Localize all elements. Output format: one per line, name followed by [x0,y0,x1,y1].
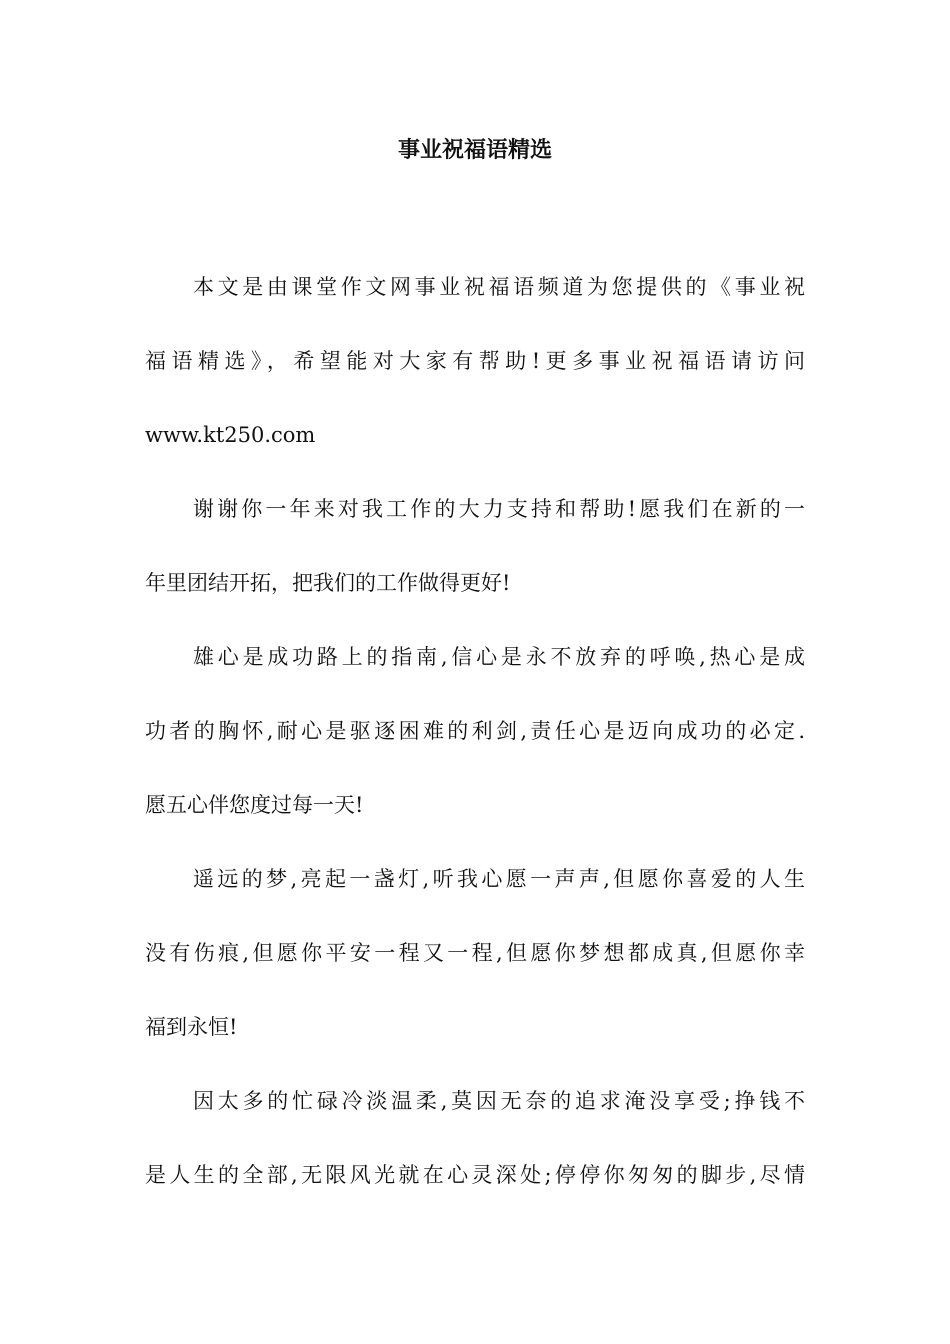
paragraph-line: 本文是由课堂作文网事业祝福语频道为您提供的《事业祝 [193,275,805,299]
paragraph-line: 雄心是成功路上的指南,信心是永不放弃的呼唤,热心是成 [193,645,805,669]
paragraph-line: 愿五心伴您度过每一天! [145,793,364,817]
paragraph-line: 是人生的全部,无限风光就在心灵深处;停停你匆匆的脚步,尽情 [145,1163,805,1187]
paragraph-line: 福语精选》，希望能对大家有帮助!更多事业祝福语请访问 [145,349,805,373]
paragraph [145,1064,805,1212]
paragraph-line: www.kt250.com [145,423,316,447]
paragraph-line: 福到永恒! [145,1015,238,1039]
paragraph [145,842,805,1064]
paragraph [145,250,805,472]
paragraph-line: 谢谢你一年来对我工作的大力支持和帮助!愿我们在新的一 [193,497,805,521]
paragraph [145,620,805,842]
paragraph-line: 因太多的忙碌冷淡温柔,莫因无奈的追求淹没享受;挣钱不 [193,1089,805,1113]
paragraph-line: 没有伤痕,但愿你平安一程又一程,但愿你梦想都成真,但愿你幸 [145,941,805,965]
document-title: 事业祝福语精选 [397,137,552,163]
paragraph-line: 遥远的梦,亮起一盏灯,听我心愿一声声,但愿你喜爱的人生 [193,867,805,891]
paragraph-line: 年里团结开拓，把我们的工作做得更好! [145,571,511,595]
paragraph [145,472,805,620]
paragraph-line: 功者的胸怀,耐心是驱逐困难的利剑,责任心是迈向成功的必定. [145,719,805,743]
document-body [145,250,805,1212]
